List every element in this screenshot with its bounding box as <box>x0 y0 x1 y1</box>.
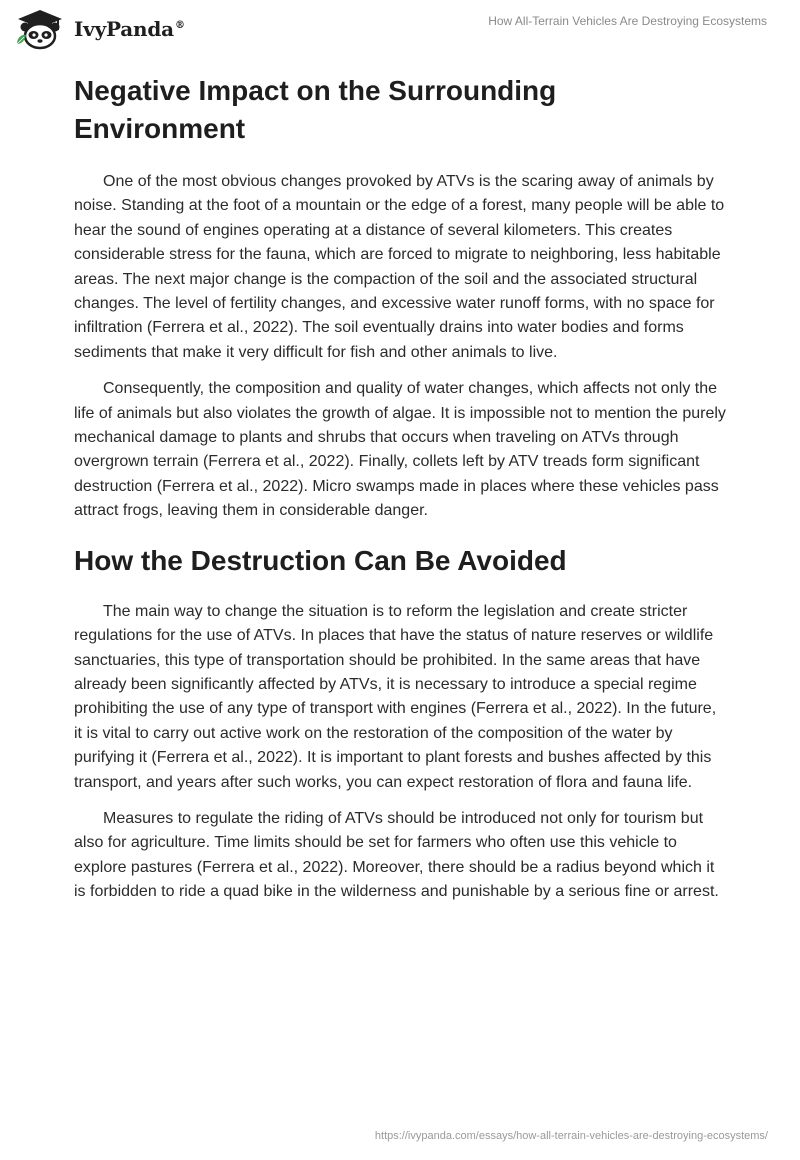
article-body <box>74 70 728 917</box>
brand-name: IvyPanda® <box>74 17 185 41</box>
document-title: How All-Terrain Vehicles Are Destroying Ecosystems <box>488 14 767 28</box>
paragraph: The main way to change the situation is to reform the legislation and create stricter regulations for the use of ATVs. In places that have the status of nature reserves or wildlife sanctuaries, this type of transportation should be prohibited. In the same areas that have already been significantly affected by ATVs, it is necessary to introduce a special regime prohibiting the use of any type of transport with engines (Ferrera et al., 2022). In the future, it is vital to carry out active work on the restoration of the composition of the water by purifying it (Ferrera et al., 2022). It is important to plant forests and bushes affected by this transport, and years after such works, you can expect restoration of flora and fauna life. <box>74 602 717 791</box>
paragraph: Measures to regulate the riding of ATVs should be introduced not only for tourism but also for agriculture. Time limits should be set for farmers who often use this vehicle to explore pastures (Ferrera et al., 2022). Moreover, there should be a radius beyond which it is forbidden to ride a quad bike in the wilderness and punishable by a serious fine or arrest. <box>74 809 719 901</box>
page-header <box>0 0 800 64</box>
ivypanda-logo[interactable] <box>14 8 185 50</box>
paragraph: Consequently, the composition and quality of water changes, which affects not only the life of animals but also violates the growth of algae. It is impossible not to mention the purely mechanical damage to plants and shrubs that occurs when traveling on ATVs through overgrown terrain (Ferrera et al., 2022). Finally, collets left by ATV treads form significant destruction (Ferrera et al., 2022). Micro swamps made in places where these vehicles pass attract frogs, leaving them in considerable danger. <box>74 380 726 520</box>
section-heading-negative-impact: Negative Impact on the Surrounding Environment <box>74 75 557 144</box>
paragraph: One of the most obvious changes provoked by ATVs is the scaring away of animals by noise. Standing at the foot of a mountain or the edge of a forest, many people will be able to hear the sound of engines operating at a distance of several kilometers. This creates considerable stress for the fauna, which are forced to migrate to neighboring, less habitable areas. The next major change is the compaction of the soil and the associated structural changes. The level of fertility changes, and excessive water runoff forms, with no space for infiltration (Ferrera et al., 2022). The soil eventually drains into water bodies and forms sediments that make it very difficult for fish and other animals to live. <box>74 173 725 361</box>
registered-mark: ® <box>174 20 185 32</box>
panda-graduate-icon <box>14 8 66 50</box>
section-heading-avoidance: How the Destruction Can Be Avoided <box>74 544 567 576</box>
source-url[interactable]: https://ivypanda.com/essays/how-all-terrain-vehicles-are-destroying-ecosystems/ <box>374 1130 768 1142</box>
